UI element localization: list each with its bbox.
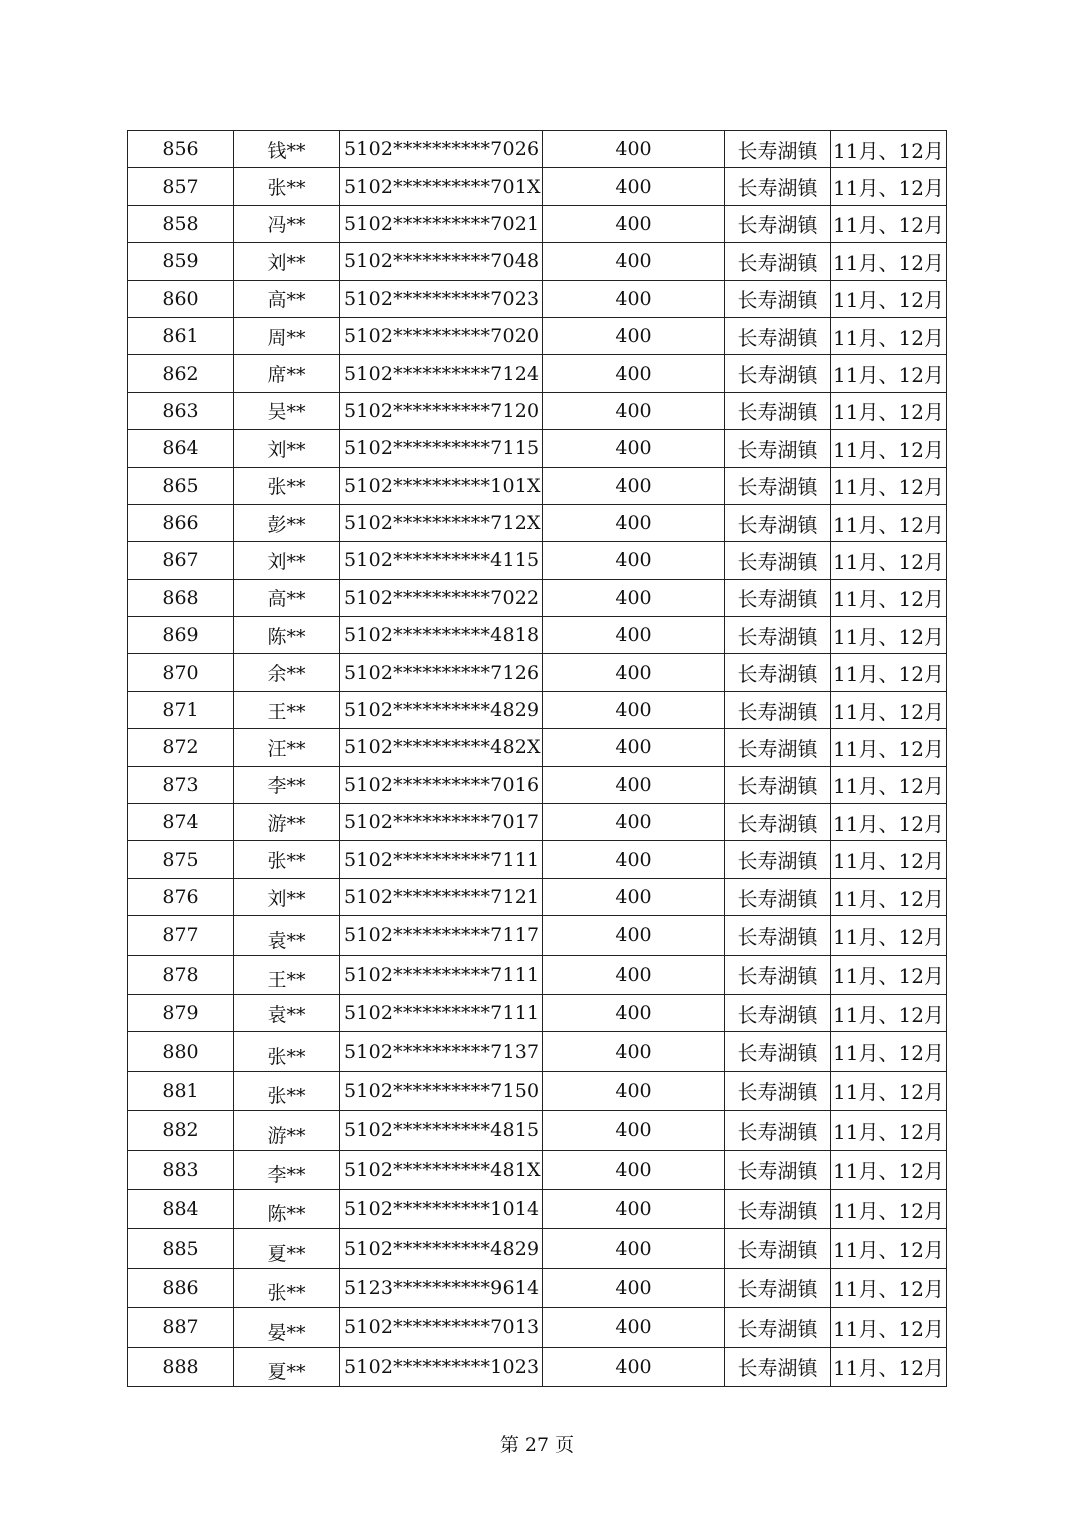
town-cell: 长寿湖镇 <box>725 1189 831 1228</box>
name-cell: 张** <box>234 1032 340 1071</box>
amount-cell: 400 <box>543 841 725 878</box>
table-row <box>128 504 947 541</box>
id-number-cell: 5102**********7150 <box>340 1071 543 1110</box>
row-number-cell: 867 <box>128 542 234 579</box>
id-number-cell: 5102**********7120 <box>340 392 543 429</box>
table-row <box>128 355 947 392</box>
row-number-cell: 881 <box>128 1071 234 1110</box>
months-cell: 11月、12月 <box>831 878 947 915</box>
amount-cell: 400 <box>543 1189 725 1228</box>
amount-cell: 400 <box>543 955 725 994</box>
row-number-cell: 863 <box>128 392 234 429</box>
months-cell: 11月、12月 <box>831 579 947 616</box>
id-number-cell: 5102**********7111 <box>340 841 543 878</box>
town-cell: 长寿湖镇 <box>725 205 831 242</box>
amount-cell: 400 <box>543 430 725 467</box>
name-cell: 席** <box>234 355 340 392</box>
amount-cell: 400 <box>543 1032 725 1071</box>
row-number-cell: 874 <box>128 804 234 841</box>
amount-cell: 400 <box>543 205 725 242</box>
row-number-cell: 885 <box>128 1229 234 1268</box>
name-cell: 夏** <box>234 1229 340 1268</box>
months-cell: 11月、12月 <box>831 766 947 803</box>
amount-cell: 400 <box>543 1150 725 1189</box>
table-row <box>128 205 947 242</box>
months-cell: 11月、12月 <box>831 729 947 766</box>
id-number-cell: 5102**********4115 <box>340 542 543 579</box>
row-number-cell: 887 <box>128 1308 234 1347</box>
months-cell: 11月、12月 <box>831 1032 947 1071</box>
table-row <box>128 1229 947 1268</box>
table-row <box>128 804 947 841</box>
name-cell: 张** <box>234 467 340 504</box>
months-cell: 11月、12月 <box>831 1071 947 1110</box>
name-cell: 游** <box>234 1111 340 1150</box>
amount-cell: 400 <box>543 916 725 955</box>
id-number-cell: 5102**********7126 <box>340 654 543 691</box>
amount-cell: 400 <box>543 1268 725 1307</box>
months-cell: 11月、12月 <box>831 131 947 168</box>
town-cell: 长寿湖镇 <box>725 1229 831 1268</box>
amount-cell: 400 <box>543 392 725 429</box>
amount-cell: 400 <box>543 729 725 766</box>
row-number-cell: 858 <box>128 205 234 242</box>
town-cell: 长寿湖镇 <box>725 579 831 616</box>
amount-cell: 400 <box>543 579 725 616</box>
row-number-cell: 861 <box>128 317 234 354</box>
town-cell: 长寿湖镇 <box>725 1071 831 1110</box>
name-cell: 陈** <box>234 617 340 654</box>
row-number-cell: 888 <box>128 1347 234 1386</box>
months-cell: 11月、12月 <box>831 1308 947 1347</box>
id-number-cell: 5102**********7022 <box>340 579 543 616</box>
table-body <box>128 131 947 1387</box>
months-cell: 11月、12月 <box>831 205 947 242</box>
id-number-cell: 5102**********7013 <box>340 1308 543 1347</box>
amount-cell: 400 <box>543 994 725 1031</box>
town-cell: 长寿湖镇 <box>725 729 831 766</box>
table-row <box>128 955 947 994</box>
town-cell: 长寿湖镇 <box>725 1347 831 1386</box>
id-number-cell: 5102**********7017 <box>340 804 543 841</box>
table-row <box>128 392 947 429</box>
town-cell: 长寿湖镇 <box>725 766 831 803</box>
table-row <box>128 691 947 728</box>
town-cell: 长寿湖镇 <box>725 467 831 504</box>
town-cell: 长寿湖镇 <box>725 542 831 579</box>
name-cell: 李** <box>234 766 340 803</box>
town-cell: 长寿湖镇 <box>725 994 831 1031</box>
name-cell: 刘** <box>234 542 340 579</box>
id-number-cell: 5102**********701X <box>340 168 543 205</box>
months-cell: 11月、12月 <box>831 617 947 654</box>
town-cell: 长寿湖镇 <box>725 1308 831 1347</box>
name-cell: 钱** <box>234 131 340 168</box>
name-cell: 高** <box>234 280 340 317</box>
months-cell: 11月、12月 <box>831 243 947 280</box>
name-cell: 刘** <box>234 430 340 467</box>
months-cell: 11月、12月 <box>831 392 947 429</box>
amount-cell: 400 <box>543 243 725 280</box>
amount-cell: 400 <box>543 1347 725 1386</box>
table-row <box>128 1071 947 1110</box>
id-number-cell: 5102**********481X <box>340 1150 543 1189</box>
months-cell: 11月、12月 <box>831 504 947 541</box>
name-cell: 余** <box>234 654 340 691</box>
row-number-cell: 857 <box>128 168 234 205</box>
months-cell: 11月、12月 <box>831 467 947 504</box>
town-cell: 长寿湖镇 <box>725 243 831 280</box>
months-cell: 11月、12月 <box>831 1189 947 1228</box>
months-cell: 11月、12月 <box>831 841 947 878</box>
table-row <box>128 841 947 878</box>
months-cell: 11月、12月 <box>831 804 947 841</box>
town-cell: 长寿湖镇 <box>725 617 831 654</box>
row-number-cell: 877 <box>128 916 234 955</box>
id-number-cell: 5102**********7124 <box>340 355 543 392</box>
name-cell: 晏** <box>234 1308 340 1347</box>
table-row <box>128 654 947 691</box>
amount-cell: 400 <box>543 504 725 541</box>
amount-cell: 400 <box>543 691 725 728</box>
row-number-cell: 856 <box>128 131 234 168</box>
row-number-cell: 872 <box>128 729 234 766</box>
id-number-cell: 5102**********101X <box>340 467 543 504</box>
table-row <box>128 1189 947 1228</box>
name-cell: 张** <box>234 168 340 205</box>
row-number-cell: 878 <box>128 955 234 994</box>
amount-cell: 400 <box>543 317 725 354</box>
row-number-cell: 875 <box>128 841 234 878</box>
amount-cell: 400 <box>543 280 725 317</box>
name-cell: 张** <box>234 1268 340 1307</box>
months-cell: 11月、12月 <box>831 168 947 205</box>
id-number-cell: 5102**********7016 <box>340 766 543 803</box>
months-cell: 11月、12月 <box>831 1229 947 1268</box>
town-cell: 长寿湖镇 <box>725 430 831 467</box>
town-cell: 长寿湖镇 <box>725 317 831 354</box>
amount-cell: 400 <box>543 766 725 803</box>
row-number-cell: 883 <box>128 1150 234 1189</box>
row-number-cell: 886 <box>128 1268 234 1307</box>
name-cell: 陈** <box>234 1189 340 1228</box>
name-cell: 汪** <box>234 729 340 766</box>
row-number-cell: 859 <box>128 243 234 280</box>
table-row <box>128 542 947 579</box>
name-cell: 刘** <box>234 878 340 915</box>
town-cell: 长寿湖镇 <box>725 1268 831 1307</box>
table-row <box>128 131 947 168</box>
row-number-cell: 868 <box>128 579 234 616</box>
row-number-cell: 879 <box>128 994 234 1031</box>
town-cell: 长寿湖镇 <box>725 1032 831 1071</box>
row-number-cell: 862 <box>128 355 234 392</box>
amount-cell: 400 <box>543 878 725 915</box>
table-row <box>128 617 947 654</box>
town-cell: 长寿湖镇 <box>725 955 831 994</box>
id-number-cell: 5102**********7115 <box>340 430 543 467</box>
row-number-cell: 876 <box>128 878 234 915</box>
months-cell: 11月、12月 <box>831 1111 947 1150</box>
town-cell: 长寿湖镇 <box>725 804 831 841</box>
table-row <box>128 994 947 1031</box>
name-cell: 王** <box>234 691 340 728</box>
months-cell: 11月、12月 <box>831 1347 947 1386</box>
id-number-cell: 5102**********7137 <box>340 1032 543 1071</box>
amount-cell: 400 <box>543 168 725 205</box>
id-number-cell: 5102**********7111 <box>340 994 543 1031</box>
table-row <box>128 1308 947 1347</box>
name-cell: 周** <box>234 317 340 354</box>
subsidy-table <box>127 130 947 1387</box>
town-cell: 长寿湖镇 <box>725 504 831 541</box>
town-cell: 长寿湖镇 <box>725 392 831 429</box>
page-number: 第 27 页 <box>499 1434 575 1456</box>
id-number-cell: 5123**********9614 <box>340 1268 543 1307</box>
table-row <box>128 280 947 317</box>
name-cell: 李** <box>234 1150 340 1189</box>
amount-cell: 400 <box>543 617 725 654</box>
amount-cell: 400 <box>543 1308 725 1347</box>
months-cell: 11月、12月 <box>831 916 947 955</box>
amount-cell: 400 <box>543 542 725 579</box>
name-cell: 吴** <box>234 392 340 429</box>
months-cell: 11月、12月 <box>831 430 947 467</box>
town-cell: 长寿湖镇 <box>725 691 831 728</box>
id-number-cell: 5102**********7048 <box>340 243 543 280</box>
table-row <box>128 1111 947 1150</box>
amount-cell: 400 <box>543 1111 725 1150</box>
id-number-cell: 5102**********7026 <box>340 131 543 168</box>
id-number-cell: 5102**********7020 <box>340 317 543 354</box>
town-cell: 长寿湖镇 <box>725 131 831 168</box>
town-cell: 长寿湖镇 <box>725 1150 831 1189</box>
table-row <box>128 467 947 504</box>
town-cell: 长寿湖镇 <box>725 355 831 392</box>
months-cell: 11月、12月 <box>831 654 947 691</box>
town-cell: 长寿湖镇 <box>725 168 831 205</box>
town-cell: 长寿湖镇 <box>725 654 831 691</box>
row-number-cell: 864 <box>128 430 234 467</box>
months-cell: 11月、12月 <box>831 280 947 317</box>
row-number-cell: 871 <box>128 691 234 728</box>
table-row <box>128 168 947 205</box>
months-cell: 11月、12月 <box>831 1150 947 1189</box>
amount-cell: 400 <box>543 654 725 691</box>
amount-cell: 400 <box>543 1229 725 1268</box>
id-number-cell: 5102**********7021 <box>340 205 543 242</box>
months-cell: 11月、12月 <box>831 955 947 994</box>
name-cell: 袁** <box>234 994 340 1031</box>
amount-cell: 400 <box>543 131 725 168</box>
row-number-cell: 870 <box>128 654 234 691</box>
row-number-cell: 882 <box>128 1111 234 1150</box>
name-cell: 夏** <box>234 1347 340 1386</box>
name-cell: 高** <box>234 579 340 616</box>
amount-cell: 400 <box>543 355 725 392</box>
id-number-cell: 5102**********1014 <box>340 1189 543 1228</box>
amount-cell: 400 <box>543 1071 725 1110</box>
name-cell: 冯** <box>234 205 340 242</box>
id-number-cell: 5102**********4829 <box>340 1229 543 1268</box>
id-number-cell: 5102**********7121 <box>340 878 543 915</box>
id-number-cell: 5102**********7117 <box>340 916 543 955</box>
table-row <box>128 317 947 354</box>
town-cell: 长寿湖镇 <box>725 280 831 317</box>
table-row <box>128 1268 947 1307</box>
town-cell: 长寿湖镇 <box>725 1111 831 1150</box>
id-number-cell: 5102**********4829 <box>340 691 543 728</box>
table-row <box>128 878 947 915</box>
id-number-cell: 5102**********1023 <box>340 1347 543 1386</box>
months-cell: 11月、12月 <box>831 542 947 579</box>
months-cell: 11月、12月 <box>831 994 947 1031</box>
name-cell: 刘** <box>234 243 340 280</box>
id-number-cell: 5102**********4815 <box>340 1111 543 1150</box>
months-cell: 11月、12月 <box>831 355 947 392</box>
table-row <box>128 579 947 616</box>
months-cell: 11月、12月 <box>831 691 947 728</box>
town-cell: 长寿湖镇 <box>725 878 831 915</box>
name-cell: 彭** <box>234 504 340 541</box>
row-number-cell: 880 <box>128 1032 234 1071</box>
id-number-cell: 5102**********4818 <box>340 617 543 654</box>
table-row <box>128 916 947 955</box>
months-cell: 11月、12月 <box>831 1268 947 1307</box>
table-row <box>128 766 947 803</box>
row-number-cell: 866 <box>128 504 234 541</box>
id-number-cell: 5102**********7023 <box>340 280 543 317</box>
row-number-cell: 869 <box>128 617 234 654</box>
name-cell: 王** <box>234 955 340 994</box>
row-number-cell: 860 <box>128 280 234 317</box>
table-row <box>128 1032 947 1071</box>
table-row <box>128 243 947 280</box>
table-row <box>128 1347 947 1386</box>
id-number-cell: 5102**********712X <box>340 504 543 541</box>
name-cell: 张** <box>234 841 340 878</box>
amount-cell: 400 <box>543 804 725 841</box>
row-number-cell: 884 <box>128 1189 234 1228</box>
amount-cell: 400 <box>543 467 725 504</box>
table-row <box>128 430 947 467</box>
name-cell: 袁** <box>234 916 340 955</box>
town-cell: 长寿湖镇 <box>725 841 831 878</box>
id-number-cell: 5102**********482X <box>340 729 543 766</box>
months-cell: 11月、12月 <box>831 317 947 354</box>
table-row <box>128 729 947 766</box>
id-number-cell: 5102**********7111 <box>340 955 543 994</box>
row-number-cell: 865 <box>128 467 234 504</box>
row-number-cell: 873 <box>128 766 234 803</box>
name-cell: 游** <box>234 804 340 841</box>
name-cell: 张** <box>234 1071 340 1110</box>
town-cell: 长寿湖镇 <box>725 916 831 955</box>
table-row <box>128 1150 947 1189</box>
